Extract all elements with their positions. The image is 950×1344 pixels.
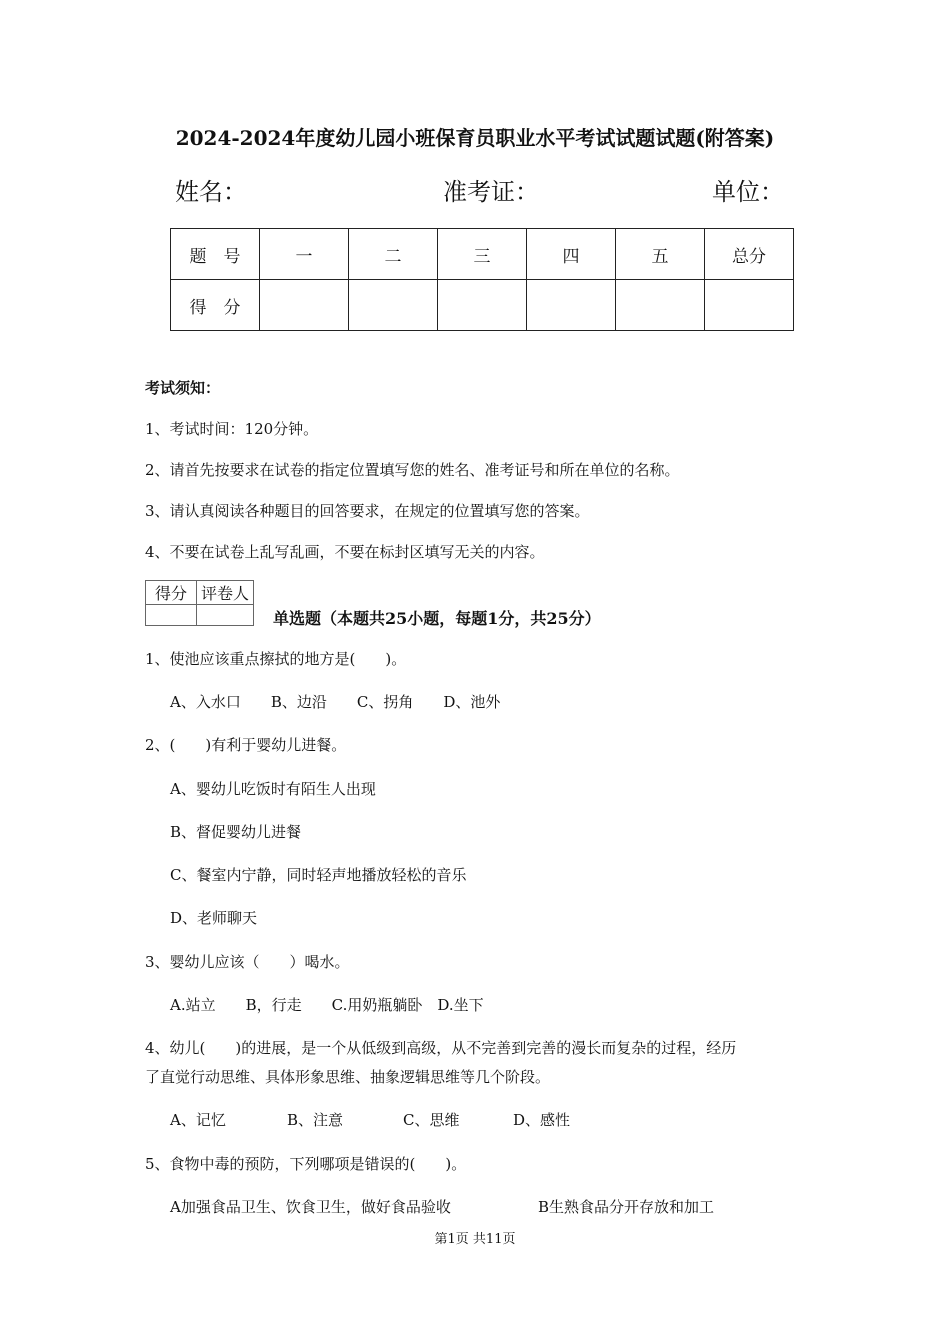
header-cell: 一 [260, 229, 349, 280]
option-b: B、督促婴幼儿进餐 [170, 823, 302, 841]
score-cell[interactable] [349, 280, 438, 331]
option-a: A、记忆 [170, 1111, 226, 1129]
option-d: D、老师聊天 [170, 909, 258, 927]
option-d: D、感性 [513, 1111, 571, 1129]
question-options: A.站立 B，行走 C.用奶瓶躺卧 D.坐下 [170, 996, 484, 1014]
question-stem: 1、使池应该重点擦拭的地方是( )。 [145, 650, 407, 668]
question-stem: 5、食物中毒的预防，下列哪项是错误的( )。 [145, 1155, 467, 1173]
option-b: B、注意 [287, 1111, 344, 1129]
score-table-score-row [171, 280, 794, 331]
unit-label: 单位： [712, 178, 784, 206]
score-cell[interactable] [438, 280, 527, 331]
question-stem: 4、幼儿( )的进展，是一个从低级到高级，从不完善到完善的漫长而复杂的过程，经历 [145, 1039, 737, 1057]
option-c: C、思维 [403, 1111, 460, 1129]
score-cell[interactable] [527, 280, 616, 331]
score-cell[interactable] [705, 280, 794, 331]
page-footer: 第1页 共11页 [434, 1232, 516, 1247]
notice-item: 3、请认真阅读各种题目的回答要求，在规定的位置填写您的答案。 [145, 502, 590, 520]
question-stem: 3、婴幼儿应该（ ）喝水。 [145, 953, 350, 971]
option-b: B生熟食品分开存放和加工 [538, 1198, 715, 1216]
exam-id-label: 准考证： [443, 178, 539, 206]
notice-item: 2、请首先按要求在试卷的指定位置填写您的姓名、准考证号和所在单位的名称。 [145, 461, 680, 479]
header-cell: 总分 [705, 229, 794, 280]
question-options: A、入水口 B、边沿 C、拐角 D、池外 [170, 693, 501, 711]
question-stem-continued: 了直觉行动思维、具体形象思维、抽象逻辑思维等几个阶段。 [145, 1068, 551, 1086]
question-stem: 2、( )有利于婴幼儿进餐。 [145, 736, 347, 754]
section-title: 单选题（本题共25小题，每题1分，共25分） [273, 609, 601, 628]
notice-item: 4、不要在试卷上乱写乱画，不要在标封区填写无关的内容。 [145, 543, 545, 561]
name-label: 姓名： [175, 178, 247, 206]
header-cell: 二 [349, 229, 438, 280]
grader-score-cell[interactable] [146, 605, 197, 626]
option-a: A、婴幼儿吃饭时有陌生人出现 [170, 780, 376, 798]
header-cell: 三 [438, 229, 527, 280]
header-cell: 题 号 [171, 229, 260, 280]
option-a: A加强食品卫生、饮食卫生，做好食品验收 [170, 1198, 451, 1216]
score-table [170, 228, 794, 331]
score-table-header-row [171, 229, 794, 280]
grader-name-label: 评卷人 [197, 581, 254, 605]
notice-heading: 考试须知： [145, 379, 221, 397]
grader-name-cell[interactable] [197, 605, 254, 626]
option-c: C、餐室内宁静，同时轻声地播放轻松的音乐 [170, 866, 467, 884]
header-cell: 五 [616, 229, 705, 280]
grader-score-label: 得分 [146, 581, 197, 605]
score-cell[interactable] [260, 280, 349, 331]
score-row-label: 得 分 [171, 280, 260, 331]
header-cell: 四 [527, 229, 616, 280]
exam-title: 2024-2024年度幼儿园小班保育员职业水平考试试题试题(附答案) [175, 126, 775, 150]
grader-box [145, 580, 254, 626]
notice-item: 1、考试时间：120分钟。 [145, 420, 319, 438]
score-cell[interactable] [616, 280, 705, 331]
